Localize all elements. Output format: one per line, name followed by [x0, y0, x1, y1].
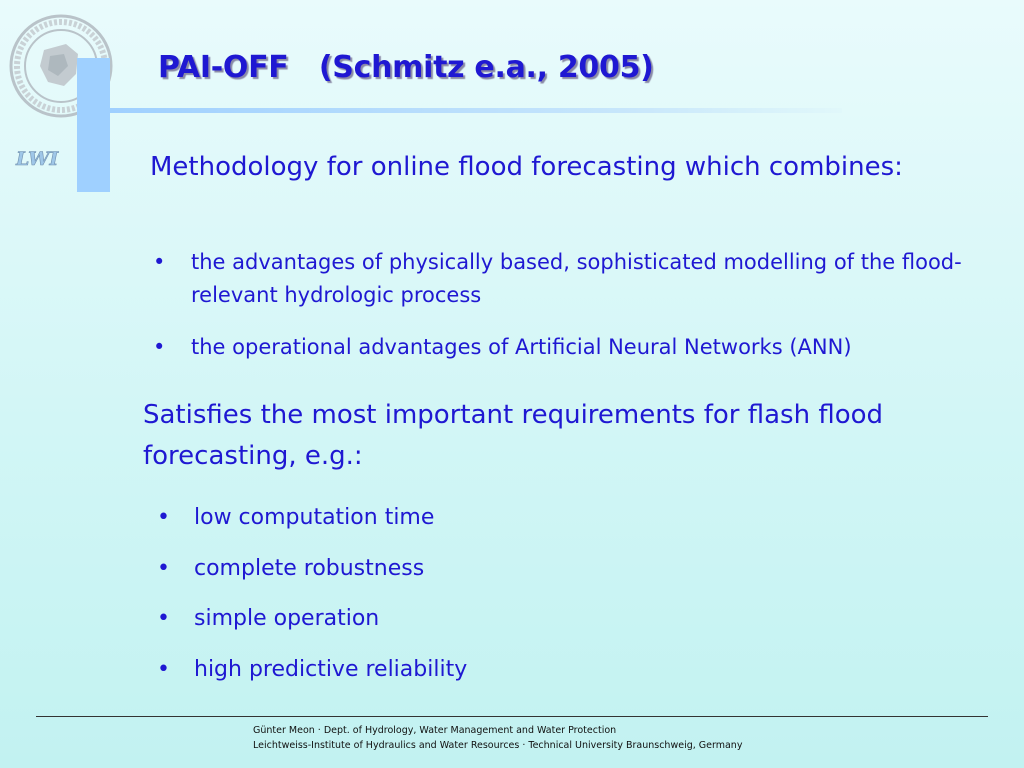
footer-institute-line: Leichtweiss-Institute of Hydraulics and Water Resources · Technical University Braunschweig, Germany	[253, 740, 743, 751]
list-item-text: simple operation	[194, 606, 380, 631]
requirements-paragraph: Satisfies the most important requirements for flash flood forecasting, e.g.:	[143, 400, 884, 471]
bullet: •	[157, 657, 170, 682]
list-item-text: the advantages of physically based, sophisticated modelling of the flood-relevant hydrologic process	[191, 250, 962, 307]
footer	[253, 723, 813, 753]
list-item	[157, 602, 757, 635]
footer-author-line: Günter Meon · Dept. of Hydrology, Water Management and Water Protection	[253, 725, 617, 736]
list-item	[157, 653, 757, 686]
list-item	[153, 331, 993, 364]
bullet: •	[157, 556, 170, 581]
svg-text:LWI: LWI	[16, 148, 59, 170]
decorative-side-bar	[77, 58, 110, 192]
list-item	[157, 552, 757, 585]
list-item-text: the operational advantages of Artificial Neural Networks (ANN)	[191, 335, 852, 359]
footer-divider	[36, 716, 988, 717]
list-item	[153, 246, 993, 312]
bullet: •	[153, 335, 166, 359]
list-item-text: complete robustness	[194, 556, 425, 581]
list-item	[157, 501, 757, 534]
title-underline	[110, 108, 842, 113]
list-item-text: high predictive reliability	[194, 657, 468, 682]
methodology-paragraph: Methodology for online flood forecasting which combines:	[150, 152, 903, 182]
bullet: •	[153, 250, 166, 274]
bullet: •	[157, 606, 170, 631]
lwi-logo	[14, 146, 74, 170]
slide-title: PAI-OFF (Schmitz e.a., 2005)	[158, 50, 654, 85]
list-item-text: low computation time	[194, 505, 435, 530]
bullet: •	[157, 505, 170, 530]
